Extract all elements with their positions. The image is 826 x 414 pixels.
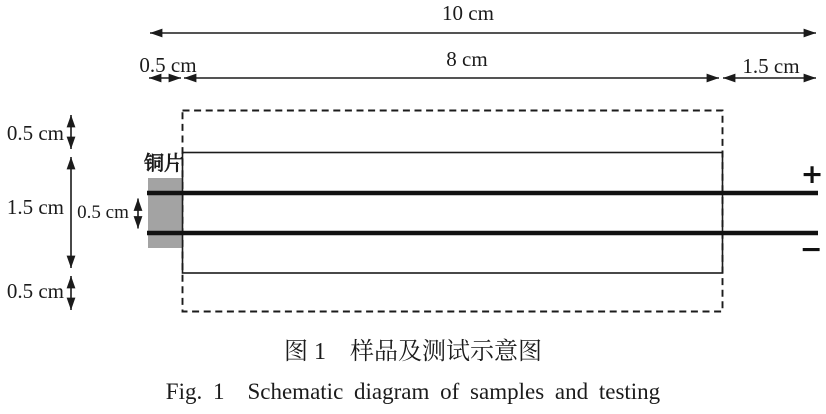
copper-sheet-label: 铜片: [144, 153, 184, 175]
dim-label-8cm: 8 cm: [446, 47, 488, 71]
dim-label-1_5cm-height: 1.5 cm: [6, 195, 64, 219]
dim-label-0_5cm-bottom-margin: 0.5 cm: [6, 279, 64, 303]
dim-label-0_5cm-electrode-gap: 0.5 cm: [77, 202, 129, 223]
sample-outline-solid: [183, 153, 723, 274]
copper-strip: [148, 178, 183, 248]
dim-label-1_5cm: 1.5 cm: [742, 54, 800, 78]
caption-english: Fig. 1 Schematic diagram of samples and testing: [165, 379, 661, 404]
substrate-outline-dashed: [183, 111, 723, 312]
dim-label-0_5cm-top-margin: 0.5 cm: [6, 121, 64, 145]
dim-label-0_5cm-left-offset: 0.5 cm: [139, 53, 197, 77]
negative-terminal-sign: −: [799, 234, 823, 265]
dim-label-10cm: 10 cm: [442, 1, 494, 25]
positive-terminal-sign: +: [800, 159, 824, 190]
caption-chinese: 图 1 样品及测试示意图: [284, 339, 542, 365]
